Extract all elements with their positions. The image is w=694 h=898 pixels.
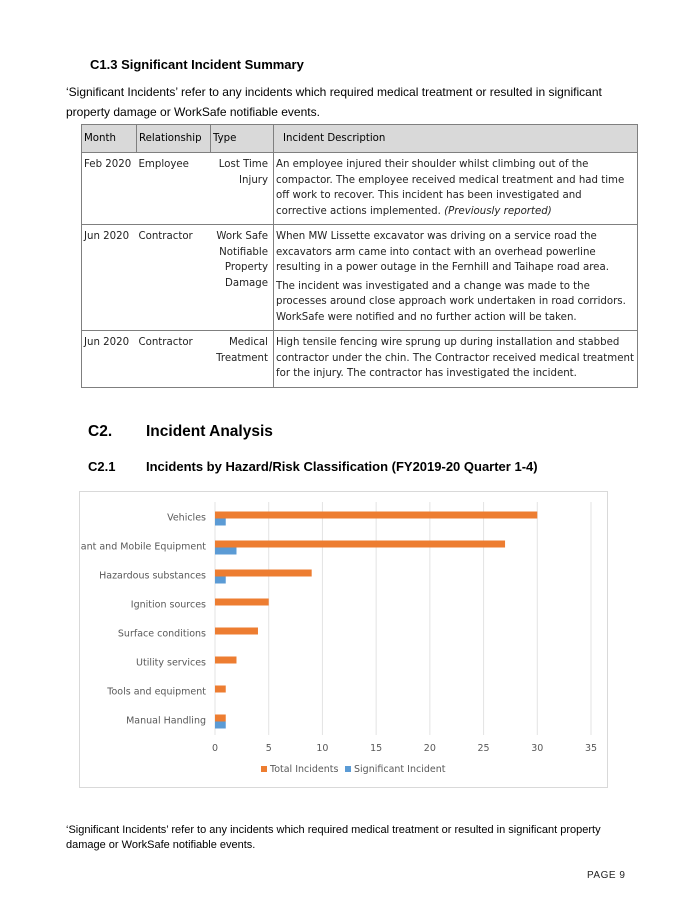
cell-type: Lost Time Injury [211, 153, 274, 225]
bar-significant-incident [215, 548, 236, 555]
x-tick-label: 35 [584, 743, 598, 754]
bar-significant-incident [215, 519, 226, 526]
legend-label-significant-incident: Significant Incident [354, 764, 446, 775]
bar-total-incidents [215, 657, 236, 664]
significant-incident-table [81, 124, 638, 388]
category-label: Surface conditions [117, 628, 206, 640]
cell-relationship: Employee [137, 153, 211, 225]
header-relationship: Relationship [137, 125, 211, 153]
table-row [82, 153, 638, 225]
legend-swatch-significant-incident [345, 766, 351, 772]
table-header-row [82, 125, 638, 153]
significant-incidents-definition: ‘Significant Incidents’ refer to any incidents which required medical treatment or resulted in significant property damage or WorkSafe notifiable events. [66, 85, 602, 119]
section-title: Incident Analysis [146, 423, 273, 440]
bar-total-incidents [215, 512, 537, 519]
cell-relationship: Contractor [137, 331, 211, 388]
x-tick-label: 5 [265, 743, 272, 754]
description-text: An employee injured their shoulder whilst climbing out of the compactor. The employee received medical treatment and had time off work to recover. This incident has been investigated and corrective actions implemented. [276, 159, 625, 217]
previously-reported-note: (Previously reported) [444, 205, 552, 217]
section-heading-c13: C1.3 Significant Incident Summary [90, 57, 304, 72]
bar-total-incidents [215, 541, 505, 548]
bar-total-incidents [215, 599, 269, 606]
x-tick-label: 15 [370, 743, 383, 754]
bar-significant-incident [215, 577, 226, 584]
x-tick-label: 10 [316, 743, 329, 754]
legend-swatch-total-incidents [261, 766, 267, 772]
cell-month: Feb 2020 [82, 153, 137, 225]
cell-month: Jun 2020 [82, 331, 137, 388]
section-title: Incidents by Hazard/Risk Classification (FY2019-20 Quarter 1-4) [146, 459, 538, 474]
cell-description [274, 153, 638, 225]
footnote: ‘Significant Incidents’ refer to any incidents which required medical treatment or resulted in significant property damage or WorkSafe notifiable events. [66, 824, 601, 851]
x-tick-label: 25 [477, 743, 490, 754]
cell-type: Work Safe Notifiable Property Damage [211, 225, 274, 331]
category-label: Plant and Mobile Equipment [80, 541, 206, 553]
cell-type: Medical Treatment [211, 331, 274, 388]
category-label: Vehicles [167, 512, 206, 524]
bar-total-incidents [215, 686, 226, 693]
x-tick-label: 0 [211, 743, 219, 754]
legend-label-total-incidents: Total Incidents [270, 764, 339, 775]
category-label: Ignition sources [130, 599, 206, 611]
section-number: C2.1 [88, 459, 116, 474]
table-row [82, 331, 638, 388]
bar-total-incidents [215, 570, 312, 577]
x-tick-label: 30 [531, 743, 544, 754]
category-label: Utility services [136, 657, 206, 669]
cell-relationship: Contractor [137, 225, 211, 331]
bar-total-incidents [215, 628, 258, 635]
header-month: Month [82, 125, 137, 153]
category-label: Tools and equipment [107, 686, 206, 698]
cell-description [274, 225, 638, 331]
x-tick-label: 20 [423, 743, 436, 754]
bar-total-incidents [215, 715, 226, 722]
cell-month: Jun 2020 [82, 225, 137, 331]
description-text-2: The incident was investigated and a change was made to the processes around close approach work undertaken in road corridors. WorkSafe were notified and no further action will be taken. [276, 280, 626, 323]
hazard-classification-chart [79, 491, 608, 788]
page-number: PAGE 9 [587, 870, 626, 881]
section-number: C2. [88, 423, 113, 440]
description-text: When MW Lissette excavator was driving on a service road the excavators arm came into contact with an overhead powerline resulting in a power outage in the Fernhill and Taihape road area. [276, 231, 609, 273]
cell-description: High tensile fencing wire sprung up during installation and stabbed contractor under the chin. The Contractor received medical treatment for the injury. The contractor has investigated the incident. [274, 331, 638, 388]
bar-significant-incident [215, 722, 226, 729]
bar-chart-svg [80, 492, 607, 787]
header-type: Type [211, 125, 274, 153]
table-row [82, 225, 638, 331]
category-label: Manual Handling [126, 715, 206, 727]
category-label: Hazardous substances [99, 570, 206, 582]
header-incident-description: Incident Description [274, 125, 638, 153]
section-heading-c21 [88, 459, 538, 474]
section-heading-c2 [88, 423, 273, 441]
